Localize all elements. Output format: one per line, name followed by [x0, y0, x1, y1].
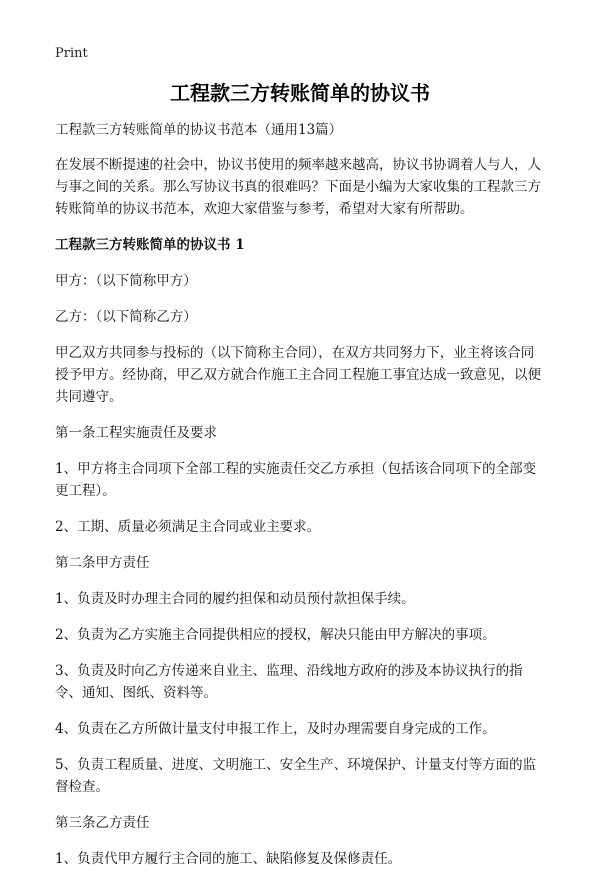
article-1-item-1: 1、甲方将主合同项下全部工程的实施责任交乙方承担（包括该合同项下的全部变更工程）。 [55, 461, 537, 499]
intro-paragraph: 在发展不断提速的社会中，协议书使用的频率越来越高，协议书协调着人与人，人与事之间的关系。那么写协议书真的很难吗？下面是小编为大家收集的工程款三方转账简单的协议书范本，欢迎大家借鉴与参考，希望对大家有所帮助。 [55, 157, 541, 217]
document-title: 工程款三方转账简单的协议书 [170, 81, 430, 105]
document-subtitle: 工程款三方转账简单的协议书范本（通用13篇） [55, 122, 343, 138]
preamble-paragraph: 甲乙双方共同参与投标的（以下简称主合同），在双方共同努力下，业主将该合同授予甲方。经协商，甲乙双方就合作施工主合同工程施工事宜达成一致意见，以便共同遵守。 [55, 345, 541, 405]
article-2-item-3: 3、负责及时向乙方传递来自业主、监理、沿线地方政府的涉及本协议执行的指令、通知、图纸、资料等。 [55, 663, 523, 701]
article-2-item-1: 1、负责及时办理主合同的履约担保和动员预付款担保手续。 [55, 591, 415, 607]
article-1-title: 第一条工程实施责任及要求 [55, 425, 217, 441]
article-2-item-2: 2、负责为乙方实施主合同提供相应的授权，解决只能由甲方解决的事项。 [55, 627, 496, 643]
article-2-item-5: 5、负责工程质量、进度、文明施工、安全生产、环境保护、计量支付等方面的监督检查。 [55, 757, 537, 795]
section-heading: 工程款三方转账简单的协议书 1 [55, 237, 245, 253]
document-body [55, 119, 545, 884]
article-1-item-2: 2、工期、质量必须满足主合同或业主要求。 [55, 519, 321, 535]
article-3-item-1: 1、负责代甲方履行主合同的施工、缺陷修复及保修责任。 [55, 851, 402, 867]
party-b-line: 乙方：（以下简称乙方） [55, 309, 197, 325]
article-2-item-4: 4、负责在乙方所做计量支付申报工作上，及时办理需要自身完成的工作。 [55, 721, 496, 737]
article-2-title: 第二条甲方责任 [55, 555, 150, 571]
print-link[interactable]: Print [55, 46, 88, 61]
article-3-title: 第三条乙方责任 [55, 815, 150, 831]
party-a-line: 甲方：（以下简称甲方） [55, 273, 197, 289]
